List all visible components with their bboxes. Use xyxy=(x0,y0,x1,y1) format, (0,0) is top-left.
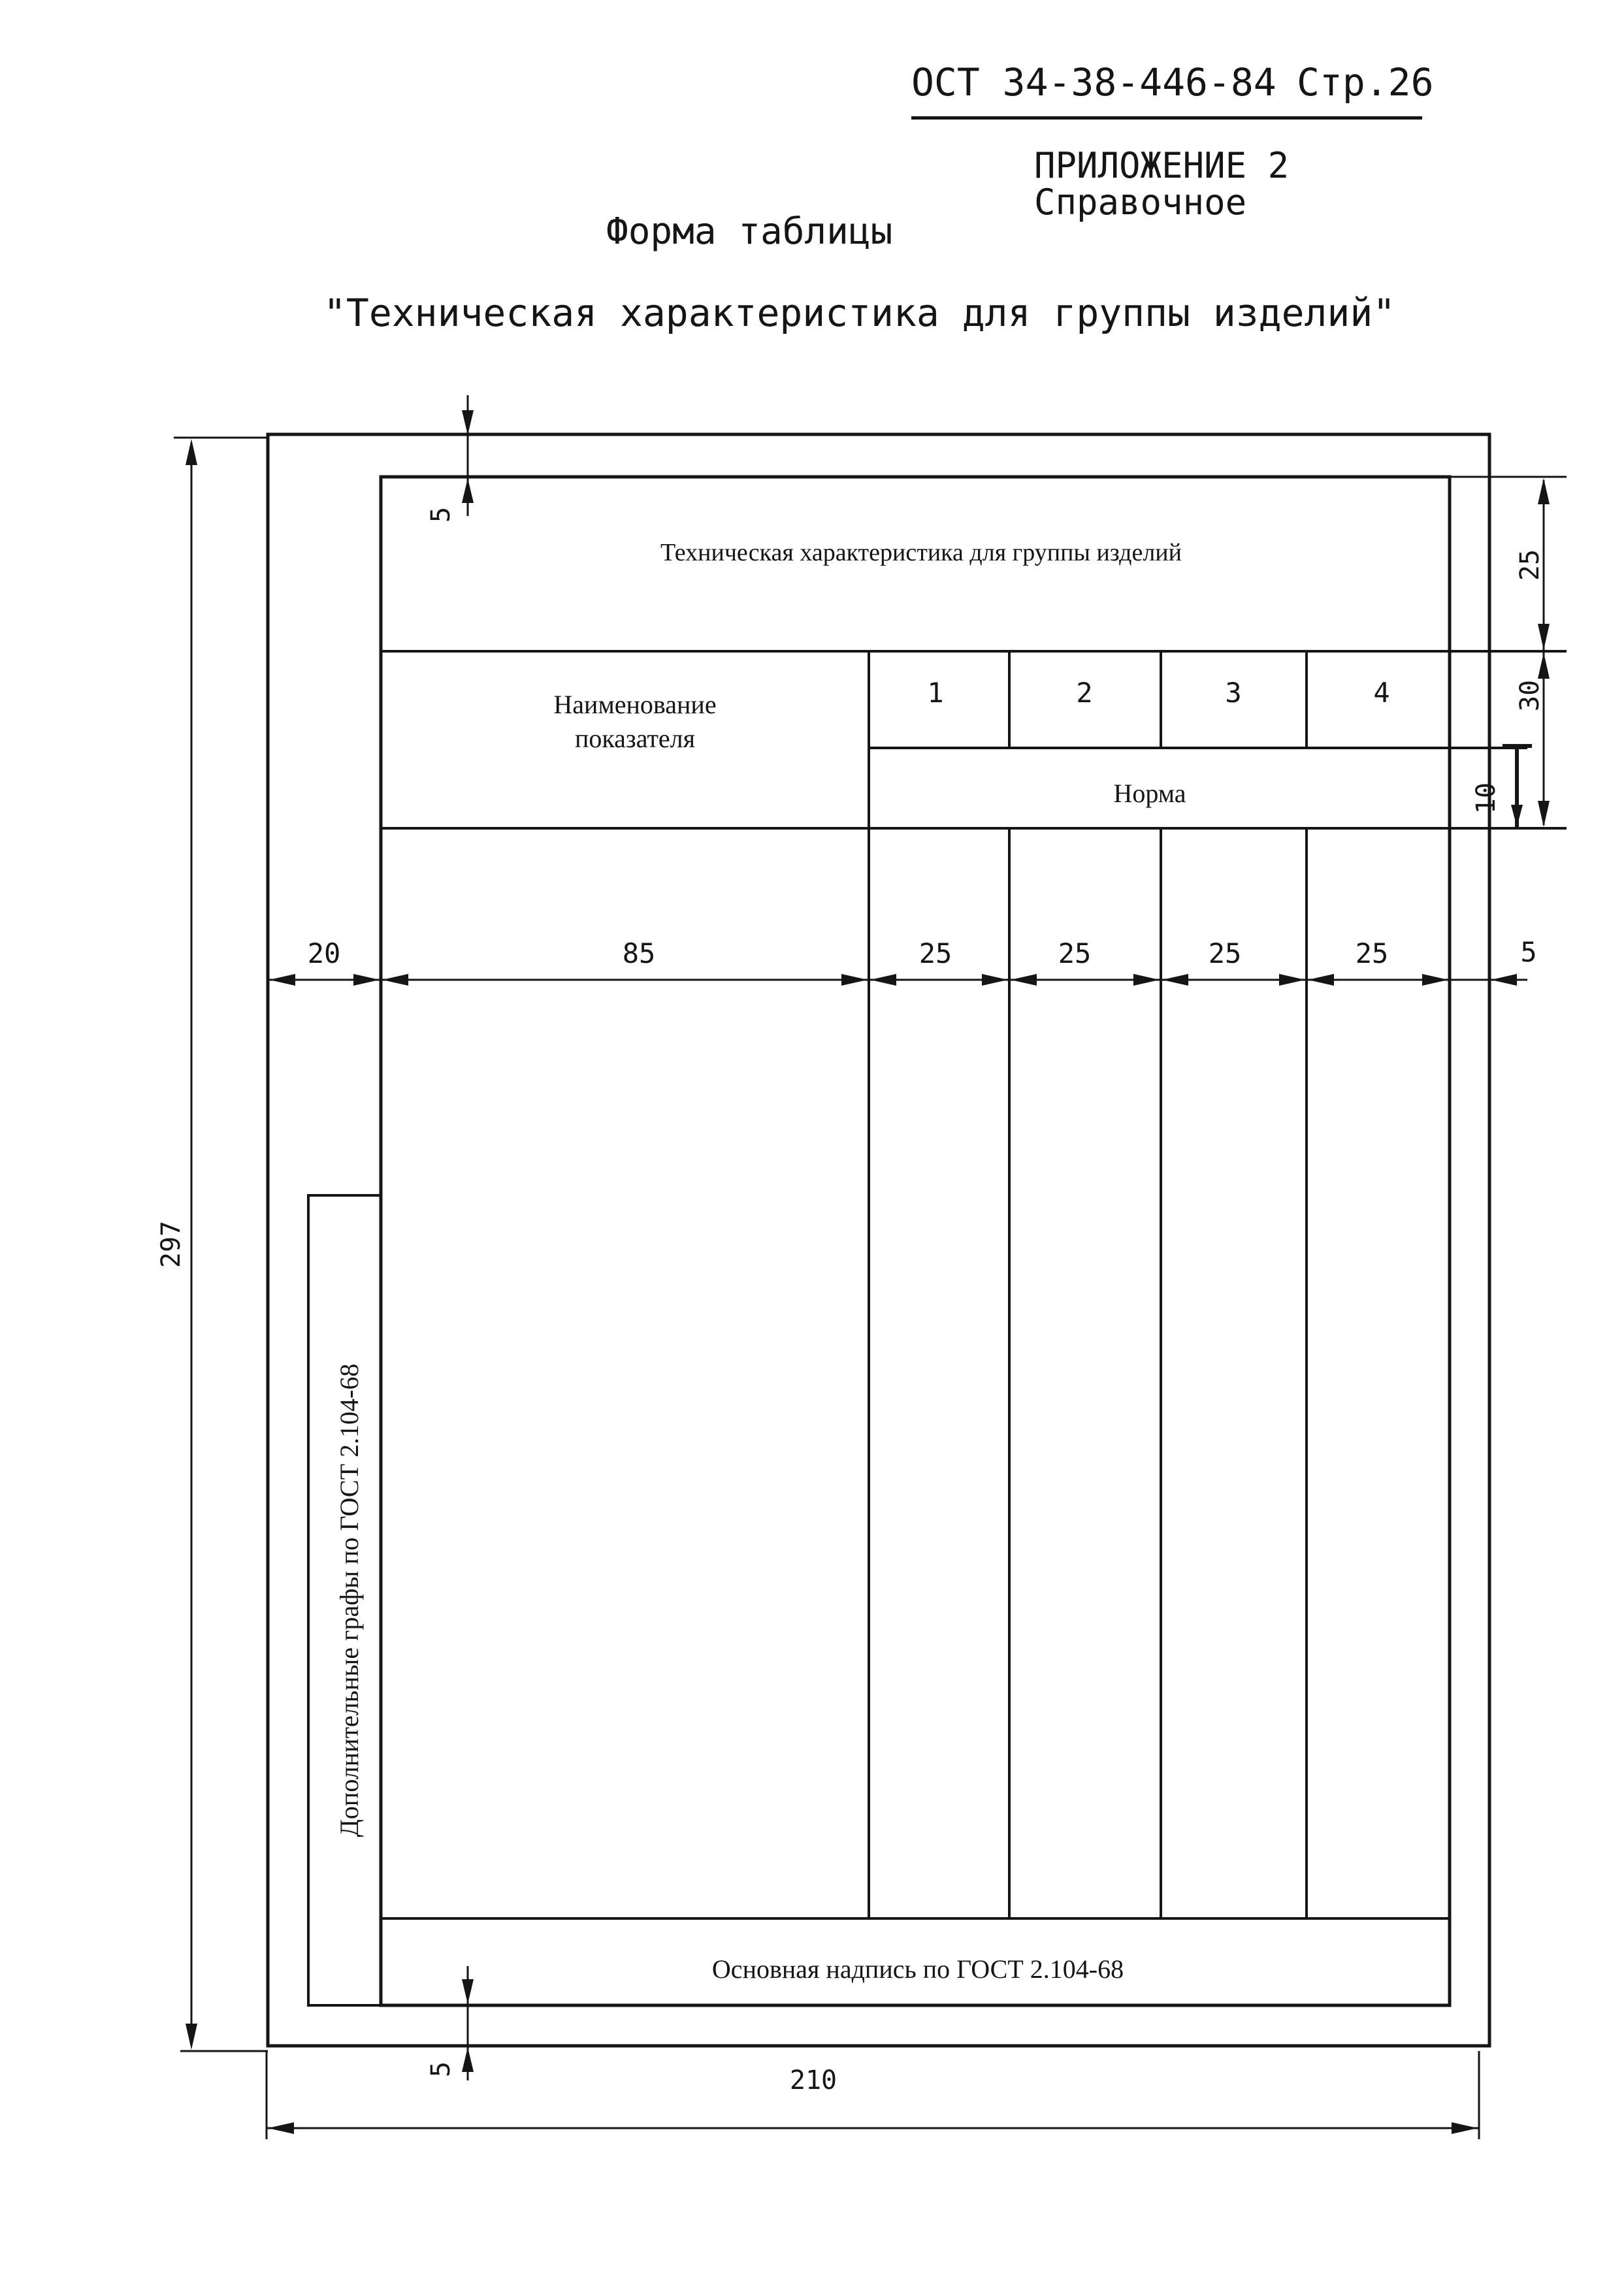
footer-label: Основная надпись по ГОСТ 2.104-68 xyxy=(711,1954,1124,1984)
caption-row-height: 25 xyxy=(1515,549,1545,581)
caption-row-arrow-top xyxy=(1538,478,1550,504)
header-row-arrow-bottom xyxy=(1538,801,1550,827)
column-number-2: 2 xyxy=(1076,677,1093,709)
top-margin-arrow xyxy=(462,410,474,435)
norm-label: Норма xyxy=(1113,779,1186,808)
form-title: Форма таблицы xyxy=(606,210,893,253)
appendix-type: Справочное xyxy=(1034,182,1247,223)
col-arrow-margin-end xyxy=(353,974,380,986)
height-arrow-bottom xyxy=(186,2024,197,2050)
number-row-height: 10 xyxy=(1471,782,1501,815)
col-arrow-name-end xyxy=(841,974,868,986)
col-arrow-left-start xyxy=(269,974,295,986)
column-3-width: 25 xyxy=(1208,937,1242,969)
column-4-width: 25 xyxy=(1355,937,1389,969)
col-arrow-3-end xyxy=(1279,974,1305,986)
table-caption: Техническая характеристика для группы изделий xyxy=(660,539,1182,566)
document-code: ОСТ 34-38-446-84 xyxy=(911,60,1276,105)
column-2-width: 25 xyxy=(1058,937,1092,969)
col-arrow-3-start xyxy=(1162,974,1188,986)
col-arrow-1-start xyxy=(870,974,896,986)
col-arrow-2-end xyxy=(1133,974,1160,986)
width-arrow-right xyxy=(1452,2122,1478,2134)
top-margin-arrow-inner xyxy=(462,478,474,503)
header-row-height: 30 xyxy=(1515,679,1545,712)
col-arrow-4-start xyxy=(1308,974,1334,986)
bottom-margin-arrow-inner xyxy=(462,2047,474,2072)
col-arrow-4-end xyxy=(1422,974,1448,986)
column-number-4: 4 xyxy=(1373,677,1390,709)
right-margin-value: 5 xyxy=(1520,936,1537,968)
column-1-width: 25 xyxy=(918,937,952,969)
top-margin-value: 5 xyxy=(426,506,456,523)
col-arrow-right-margin xyxy=(1491,974,1517,986)
number-row-arrow xyxy=(1511,805,1523,827)
width-arrow-left xyxy=(268,2122,294,2134)
header-row-arrow-top xyxy=(1538,653,1550,679)
left-margin-value: 20 xyxy=(307,937,341,969)
name-header-line1: Наименование xyxy=(553,690,717,719)
height-dimension-value: 297 xyxy=(156,1220,186,1269)
column-number-3: 3 xyxy=(1225,677,1242,709)
col-arrow-name-start xyxy=(382,974,408,986)
bottom-margin-arrow xyxy=(462,1979,474,2004)
form-subtitle: "Техническая характеристика для группы изделий" xyxy=(323,291,1396,335)
name-column-width: 85 xyxy=(622,937,656,969)
col-arrow-1-end xyxy=(982,974,1008,986)
caption-row-arrow-bottom xyxy=(1538,624,1550,650)
table-frame xyxy=(381,477,1450,2005)
page-number: Стр.26 xyxy=(1297,60,1434,105)
width-dimension-value: 210 xyxy=(789,2065,837,2095)
bottom-margin-value: 5 xyxy=(426,2061,456,2078)
name-header-line2: показателя xyxy=(574,724,696,753)
side-columns-label: Дополнительные графы по ГОСТ 2.104-68 xyxy=(334,1363,364,1837)
height-arrow-top xyxy=(186,439,197,465)
col-arrow-2-start xyxy=(1011,974,1037,986)
column-number-1: 1 xyxy=(927,677,944,709)
appendix-label: ПРИЛОЖЕНИЕ 2 xyxy=(1034,145,1290,186)
